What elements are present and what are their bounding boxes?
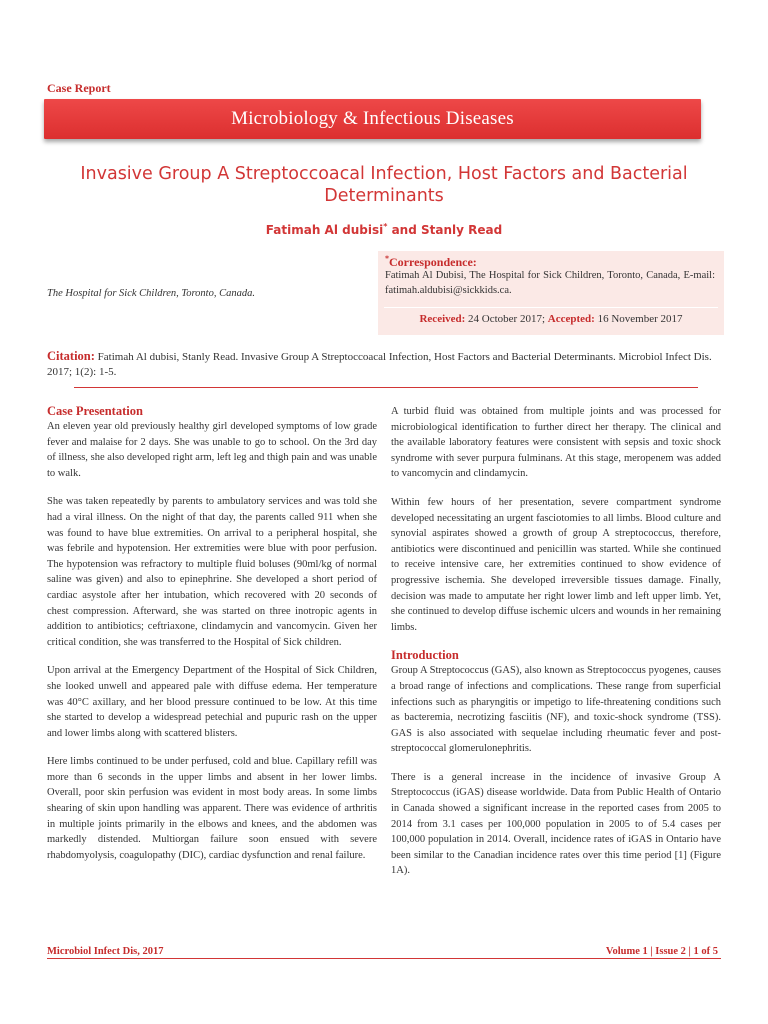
correspondence-heading: *Correspondence:: [385, 254, 477, 269]
accepted-label: Accepted:: [547, 313, 595, 325]
journal-banner: [44, 99, 701, 139]
citation-label: Citation:: [47, 349, 95, 363]
author-2: Stanly Read: [421, 223, 503, 237]
citation: [47, 349, 723, 380]
article-title: Invasive Group A Streptoccoacal Infection, Host Factors and Bacterial Determinants: [80, 164, 688, 206]
received-date: 24 October 2017;: [465, 313, 548, 325]
accepted-date: 16 November 2017: [594, 313, 683, 325]
journal-name: Microbiology & Infectious Diseases: [231, 108, 514, 129]
received-accepted-dates: [378, 313, 724, 325]
author-list: [44, 222, 724, 237]
footer-divider: [47, 958, 721, 959]
author-1: Fatimah Al dubisi: [265, 223, 384, 237]
citation-text: Fatimah Al dubisi, Stanly Read. Invasive Group A Streptoccoacal Infection, Host Factors and Bacterial Determinants. Microbiol Infect Dis. 2017; 1(2): 1-5.: [47, 351, 712, 378]
paragraph: Group A Streptococcus (GAS), also known as Streptococcus pyogenes, causes a broad range of infections and complications. These range from superficial infections such as pharyngitis or impetigo to life-threatening conditions such as bacteremia, necrotizing fasciitis (NF), and toxic-shock syndrome (TSS). GAS is also associated with sequelae including rheumatic fever and post-streptococcal glomerulonephritis.: [391, 665, 721, 755]
affiliation: The Hospital for Sick Children, Toronto, Canada.: [47, 288, 255, 299]
paragraph: Within few hours of her presentation, severe compartment syndrome developed necessitating an urgent fasciotomies to all limbs. Blood culture and synovial aspirates showed a growth of group A streptococcus, therefore, antibiotics were discontinued and penicillin was started. While she continued to receive intensive care, her extremities continued to show evidence of progressive ischemia. She developed irreversible tissues damage. Finally, decision was made to amputate her right lower limb and left upper limb. Yet, she continued to develop diffuse ischemic ulcers and wounds in her remaining limbs.: [391, 496, 721, 633]
correspondence-text: Fatimah Al Dubisi, The Hospital for Sick Children, Toronto, Canada, E-mail: fatimah.aldubisi@sickkids.ca.: [385, 270, 715, 296]
paragraph: Upon arrival at the Emergency Department of the Hospital of Sick Children, she looked unwell and appeared pale with diffuse edema. Her temperature was 40°C axillary, and her blood pressure continued to be low. At this time she started to develop a widespread petechial and pupuric rash on the upper and lower limbs along with scattered blisters.: [47, 665, 377, 739]
footer-journal: Microbiol Infect Dis, 2017: [47, 946, 164, 957]
correspondence-box: [378, 251, 724, 335]
paragraph: A turbid fluid was obtained from multiple joints and was processed for microbiological identification to further direct her therapy. The clinical and the available laboratory features were consistent with sepsis and toxic shock syndrome with sever purpura fulminans. At this stage, meropenem was added to vancomycin and clindamycin.: [391, 406, 721, 480]
right-column: [391, 404, 721, 892]
heading-introduction: Introduction: [391, 648, 459, 663]
left-column: [47, 404, 377, 876]
footer-page-info: Volume 1 | Issue 2 | 1 of 5: [605, 946, 718, 957]
paragraph: Here limbs continued to be under perfused, cold and blue. Capillary refill was more than 6 seconds in the upper limbs and absent in her lower limbs. Overall, poor skin perfusion was evident in most body areas. In some limbs shearing of skin upon handling was apparent. There was evidence of arthritis in multiple joints primarily in the elbows and knees, and the abdomen was markedly distended. Multiorgan failure soon ensued with severe rhabdomyolysis, coagulopathy (DIC), cardiac dysfunction and renal failure.: [47, 756, 377, 861]
received-label: Received:: [419, 313, 466, 325]
corresponding-mark: *: [383, 222, 388, 231]
paragraph: An eleven year old previously healthy girl developed symptoms of low grade fever and malaise for 2 days. She was unable to go to school. On the 3rd day of illness, she also developed right arm, left leg and thigh pain and was unable to walk.: [47, 421, 377, 479]
paragraph: There is a general increase in the incidence of invasive Group A Streptococcus (iGAS) disease worldwide. Data from Public Health of Ontario in Canada showed a significant increase in the reported cases from 2005 to 2014 from 3.1 cases per 100,000 population in 2005 to of 5.4 cases per 100,000 population in 2014. Overall, incidence rates of iGAS in Ontario have been similar to the Canadian incidence rates over this time period [1] (Figure 1A).: [391, 771, 721, 877]
correspondence-divider: [384, 307, 718, 308]
authors-join: and: [387, 223, 421, 237]
section-divider: [74, 387, 698, 388]
article-type-label: Case Report: [47, 81, 111, 95]
correspondence-mark: *: [385, 254, 389, 263]
paragraph: She was taken repeatedly by parents to ambulatory services and was told she had a viral illness. On the night of that day, the parents called 911 when she was found to have blue extremities. On arrival to a peripheral hospital, she was febrile and hypotension. Her extremities were blue with poor perfusion. The hypotension was refractory to multiple fluid boluses (90ml/kg of normal saline was given) and also to epinephrine. She developed a short period of cardiac asystole after her intubation, which recovered with 20 seconds of chest compression. Afterward, she was started on three inotropic agents in addition to antibiotics; ceftriaxone, clindamycin and vancomycin. Given her critical condition, she was transferred to the Hospital of Sick children.: [47, 496, 377, 648]
heading-case-presentation: Case Presentation: [47, 404, 143, 418]
